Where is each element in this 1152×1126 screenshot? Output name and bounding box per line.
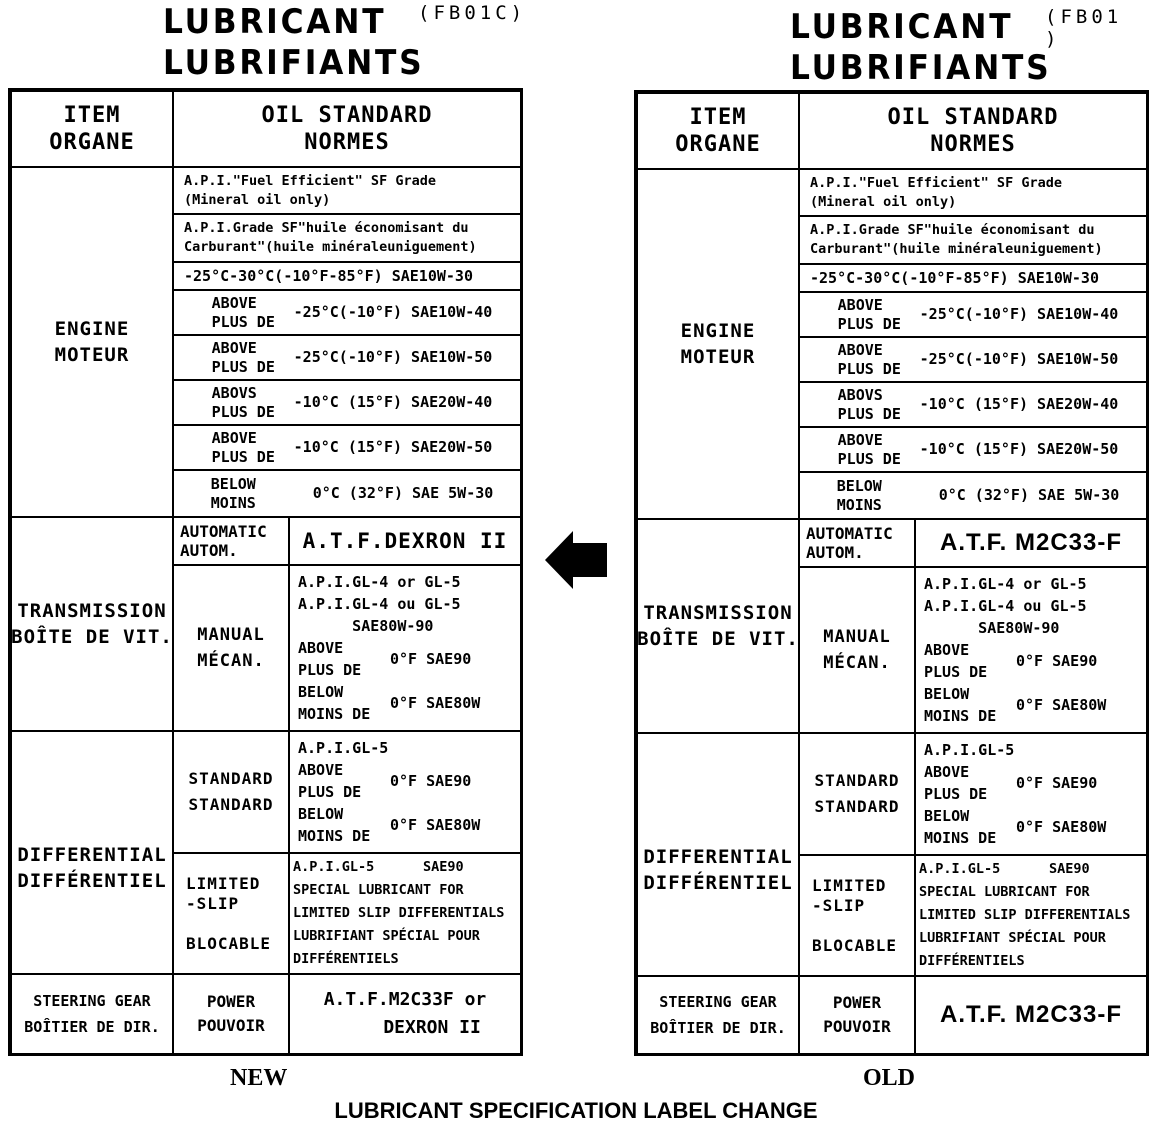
new-diff-above-label: ABOVE PLUS DE <box>298 761 362 801</box>
new-diff-ls-spec: A.P.I.GL-5 SAE90 SPECIAL LUBRICANT FOR LIMITED SLIP DIFFERENTIALS LUBRIFIANT SPÉCIAL POUR DIFFÉRENTIELS <box>288 852 522 975</box>
old-engine-row-4-cond: ABOVE PLUS DE <box>837 295 901 333</box>
old-trans-manual-spec-cell <box>914 566 1148 734</box>
old-diff-std-spec: A.P.I.GL-5 <box>924 741 1015 759</box>
new-trans-manual-spec-cell <box>288 564 522 732</box>
old-engine-row-3: -25°C-30°C(-10°F-85°F) SAE10W-30 <box>798 263 1148 293</box>
new-diff-std-spec-cell <box>288 730 522 854</box>
old-steer-value: A.T.F. M2C33-F <box>914 975 1148 1055</box>
old-table <box>634 90 1149 1056</box>
new-trans-above-value: 0°F SAE90 <box>390 650 472 668</box>
old-trans-manual-spec: A.P.I.GL-4 or GL-5 A.P.I.GL-4 ou GL-5 SAE80W-90 <box>924 575 1087 637</box>
old-steer-label: STEERING GEAR BOÎTIER DE DIR. <box>636 975 800 1055</box>
old-diff-above-value: 0°F SAE90 <box>1016 774 1098 792</box>
new-title-fr: LUBRIFIANTS <box>163 43 425 83</box>
old-diff-std-label: STANDARD STANDARD <box>798 732 916 856</box>
new-trans-manual-spec: A.P.I.GL-4 or GL-5 A.P.I.GL-4 ou GL-5 SAE80W-90 <box>298 573 461 635</box>
new-diff-above-row <box>298 759 520 803</box>
new-engine-row-7-val: -10°C (15°F) SAE20W-50 <box>293 438 493 456</box>
new-steer-label: STEERING GEAR BOÎTIER DE DIR. <box>10 973 174 1055</box>
figure-caption: LUBRICANT SPECIFICATION LABEL CHANGE <box>334 1098 818 1123</box>
new-diff-below-row <box>298 803 520 847</box>
old-engine-row-5-cond: ABOVE PLUS DE <box>837 340 901 378</box>
new-engine-row-4-val: -25°C(-10°F) SAE10W-40 <box>293 303 493 321</box>
new-engine-row-5-val: -25°C(-10°F) SAE10W-50 <box>293 348 493 366</box>
old-engine-row-7-cond: ABOVE PLUS DE <box>837 430 901 468</box>
new-engine-row-8-cond: BELOW MOINS <box>210 474 256 512</box>
old-engine-row-5 <box>798 336 1148 383</box>
old-header-oil: OIL STANDARD NORMES <box>798 92 1148 170</box>
new-engine-row-3: -25°C-30°C(-10°F-85°F) SAE10W-30 <box>172 261 522 291</box>
old-diff-below-value: 0°F SAE80W <box>1016 818 1107 836</box>
new-engine-row-1: A.P.I."Fuel Efficient" SF Grade (Mineral oil only) <box>172 166 522 215</box>
old-trans-above-label: ABOVE PLUS DE <box>924 641 988 681</box>
new-diff-above-value: 0°F SAE90 <box>390 772 472 790</box>
new-engine-row-7 <box>172 424 522 471</box>
old-diff-below-label: BELOW MOINS DE <box>924 807 997 847</box>
old-diff-std-spec-cell <box>914 732 1148 856</box>
old-engine-row-1: A.P.I."Fuel Efficient" SF Grade (Mineral oil only) <box>798 168 1148 217</box>
new-engine-row-8-val: 0°C (32°F) SAE 5W-30 <box>312 484 494 502</box>
old-trans-auto-label: AUTOMATIC AUTOM. <box>798 518 916 568</box>
new-engine-row-4-cond: ABOVE PLUS DE <box>211 293 275 331</box>
new-engine-row-7-cond: ABOVE PLUS DE <box>211 428 275 466</box>
old-title-en: LUBRICANT <box>790 7 1014 47</box>
new-trans-manual-label: MANUAL MÉCAN. <box>172 564 290 732</box>
old-engine-row-6-cond: ABOVS PLUS DE <box>837 385 901 423</box>
new-title-en: LUBRICANT <box>163 2 387 42</box>
old-engine-row-4 <box>798 291 1148 338</box>
new-engine-row-4 <box>172 289 522 336</box>
old-trans-manual-label: MANUAL MÉCAN. <box>798 566 916 734</box>
old-transmission-label: TRANSMISSION BOÎTE DE VIT. <box>636 518 800 734</box>
old-engine-row-8 <box>798 471 1148 520</box>
new-table <box>8 88 523 1056</box>
old-engine-row-8-val: 0°C (32°F) SAE 5W-30 <box>938 486 1120 504</box>
new-engine-row-6 <box>172 379 522 426</box>
old-engine-label: ENGINE MOTEUR <box>636 168 800 520</box>
new-trans-auto-value: A.T.F.DEXRON II <box>288 516 522 566</box>
old-diff-ls-label: LIMITED -SLIP BLOCABLE <box>798 854 916 977</box>
new-diff-std-spec: A.P.I.GL-5 <box>298 739 389 757</box>
new-code: (FB01C) <box>418 2 527 24</box>
old-diff-ls-spec: A.P.I.GL-5 SAE90 SPECIAL LUBRICANT FOR LIMITED SLIP DIFFERENTIALS LUBRIFIANT SPÉCIAL POUR DIFFÉRENTIELS <box>914 854 1148 977</box>
old-diff-above-label: ABOVE PLUS DE <box>924 763 988 803</box>
new-diff-ls-label: LIMITED -SLIP BLOCABLE <box>172 852 290 975</box>
new-header-item: ITEM ORGANE <box>10 90 174 168</box>
new-engine-row-6-cond: ABOVS PLUS DE <box>211 383 275 421</box>
old-trans-above-row <box>924 639 1146 683</box>
arrow-left-icon <box>545 531 609 589</box>
new-engine-row-6-val: -10°C (15°F) SAE20W-40 <box>293 393 493 411</box>
new-trans-below-label: BELOW MOINS DE <box>298 683 371 723</box>
old-engine-row-6 <box>798 381 1148 428</box>
new-diff-below-value: 0°F SAE80W <box>390 816 481 834</box>
new-steer-value: A.T.F.M2C33F or DEXRON II <box>288 973 522 1055</box>
new-trans-auto-label: AUTOMATIC AUTOM. <box>172 516 290 566</box>
old-engine-row-6-val: -10°C (15°F) SAE20W-40 <box>919 395 1119 413</box>
new-engine-row-5-cond: ABOVE PLUS DE <box>211 338 275 376</box>
old-diff-above-row <box>924 761 1146 805</box>
old-trans-above-value: 0°F SAE90 <box>1016 652 1098 670</box>
old-trans-below-row <box>924 683 1146 727</box>
old-engine-row-7-val: -10°C (15°F) SAE20W-50 <box>919 440 1119 458</box>
old-engine-row-8-cond: BELOW MOINS <box>836 476 882 514</box>
new-caption: NEW <box>230 1065 288 1091</box>
new-engine-label: ENGINE MOTEUR <box>10 166 174 518</box>
new-diff-std-label: STANDARD STANDARD <box>172 730 290 854</box>
old-trans-auto-value: A.T.F. M2C33-F <box>914 518 1148 568</box>
old-header-item: ITEM ORGANE <box>636 92 800 170</box>
new-trans-above-label: ABOVE PLUS DE <box>298 639 362 679</box>
old-code: (FB01 ) <box>1045 6 1123 50</box>
new-trans-above-row <box>298 637 520 681</box>
new-header-oil: OIL STANDARD NORMES <box>172 90 522 168</box>
new-transmission-label: TRANSMISSION BOÎTE DE VIT. <box>10 516 174 732</box>
old-title-fr: LUBRIFIANTS <box>790 48 1052 88</box>
old-diff-label: DIFFERENTIAL DIFFÉRENTIEL <box>636 732 800 977</box>
new-trans-below-value: 0°F SAE80W <box>390 694 481 712</box>
old-engine-row-4-val: -25°C(-10°F) SAE10W-40 <box>919 305 1119 323</box>
new-diff-label: DIFFERENTIAL DIFFÉRENTIEL <box>10 730 174 975</box>
old-steer-power-label: POWER POUVOIR <box>798 975 916 1055</box>
old-diff-below-row <box>924 805 1146 849</box>
new-diff-below-label: BELOW MOINS DE <box>298 805 371 845</box>
old-trans-below-label: BELOW MOINS DE <box>924 685 997 725</box>
old-engine-row-2: A.P.I.Grade SF"huile économisant du Carburant"(huile minéraleuniguement) <box>798 215 1148 265</box>
old-engine-row-7 <box>798 426 1148 473</box>
old-caption: OLD <box>863 1065 916 1091</box>
new-engine-row-8 <box>172 469 522 518</box>
new-steer-power-label: POWER POUVOIR <box>172 973 290 1055</box>
old-engine-row-5-val: -25°C(-10°F) SAE10W-50 <box>919 350 1119 368</box>
new-engine-row-2: A.P.I.Grade SF"huile économisant du Carburant"(huile minéraleuniguement) <box>172 213 522 263</box>
new-engine-row-5 <box>172 334 522 381</box>
new-trans-below-row <box>298 681 520 725</box>
old-trans-below-value: 0°F SAE80W <box>1016 696 1107 714</box>
